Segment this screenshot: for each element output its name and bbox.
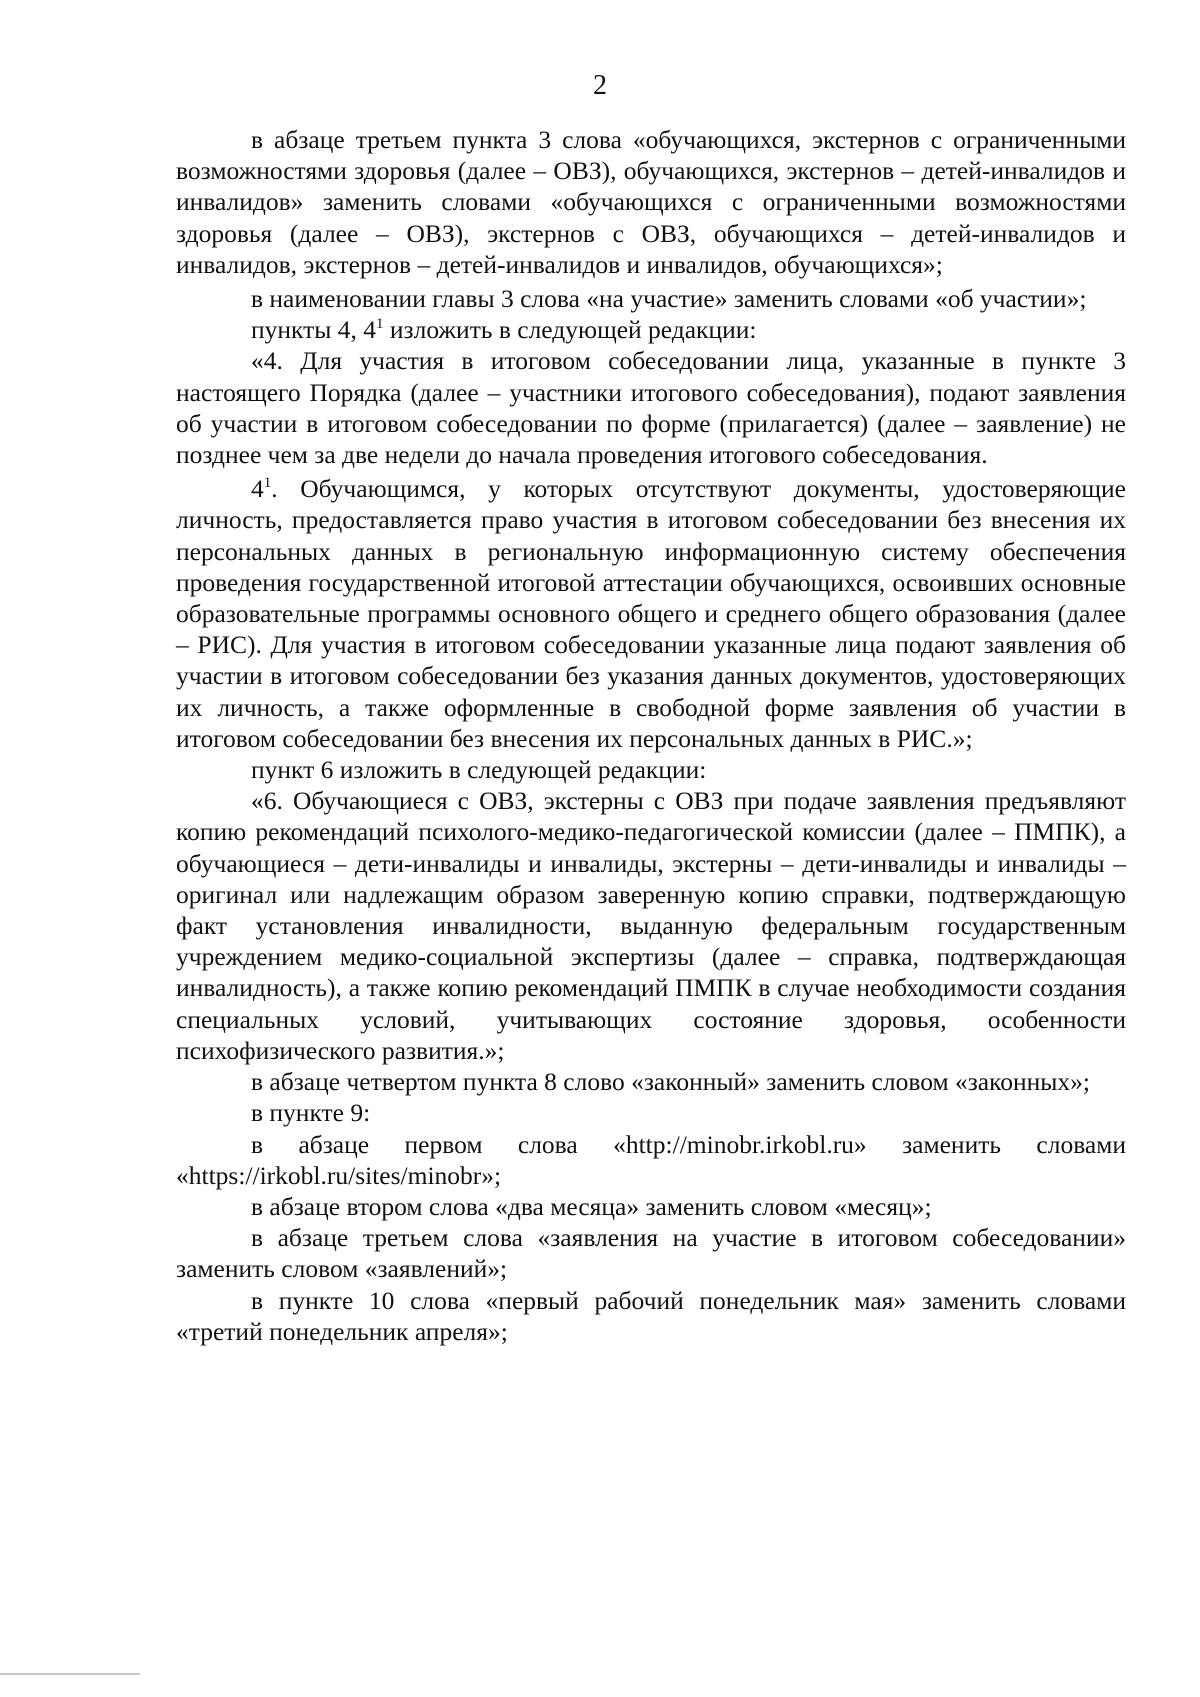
- paragraph-punkt-9-abzac-2: в абзаце втором слова «два месяца» заменить словом «месяц»;: [251, 1191, 932, 1221]
- paragraph-punkt-8: в абзаце четвертом пункта 8 слово «законный» заменить словом «законных»;: [251, 1067, 1090, 1097]
- paragraph-naimenovanie-glavy-3: в наименовании главы 3 слова «на участие» заменить словами «об участии»;: [251, 284, 1087, 314]
- text-run: . Обучающимся, у которых отсутствуют документы, удостоверяющие личность, предоставляется право участия в итоговом собеседовании без внесения их персональных данных в региональную информационную систему обеспечения проведения государственной итоговой аттестации обучающихся, освоивших основные образовательные программы основного общего и среднего общего образования (далее – РИС). Для участия в итоговом собеседовании указанные лица подают заявления об участии в итоговом собеседовании без указания данных документов, удостоверяющих их личность, а также оформленные в свободной форме заявления об участии в итоговом собеседовании без внесения их персональных данных в РИС.»;: [176, 474, 1126, 753]
- scan-artifact-line: [0, 1673, 140, 1675]
- text-run: изложить в следующей редакции:: [383, 315, 757, 345]
- paragraph-punkt-9-abzac-3: в абзаце третьем слова «заявления на участие в итоговом собеседовании» заменить словом «заявлений»;: [176, 1223, 1126, 1284]
- page-number: 2: [593, 70, 607, 101]
- superscript: 1: [263, 475, 272, 492]
- document-body: [176, 124, 1126, 1347]
- paragraph-punkt-4: «4. Для участия в итоговом собеседовании лица, указанные в пункте 3 настоящего Порядка (далее – участники итогового собеседования), подают заявления об участии в итоговом собеседовании по форме (прилагается) (далее – заявление) не позднее чем за две недели до начала проведения итогового собеседования.: [176, 346, 1126, 470]
- paragraph-punkt-9-abzac-1: в абзаце первом слова «http://minobr.irkobl.ru» заменить словами «https://irkobl.ru/sites/minobr»;: [176, 1129, 1126, 1190]
- text-run: пункты 4, 4: [251, 315, 376, 345]
- paragraph-abzac-tretiy-punkta-3: в абзаце третьем пункта 3 слова «обучающихся, экстернов с ограниченными возможностями здоровья (далее – ОВЗ), обучающихся, экстернов – детей-инвалидов и инвалидов» заменить словами «обучающихся с ограниченными возможностями здоровья (далее – ОВЗ), экстернов с ОВЗ, обучающихся – детей-инвалидов и инвалидов, экстернов – детей-инвалидов и инвалидов, обучающихся»;: [176, 125, 1126, 279]
- paragraph-punkt-4-1: [176, 473, 1126, 754]
- paragraph-punkty-4-4-1: [176, 314, 1126, 345]
- text-run: 4: [251, 474, 264, 504]
- paragraph-punkt-6: «6. Обучающиеся с ОВЗ, экстерны с ОВЗ при подаче заявления предъявляют копию рекомендаций психолого-медико-педагогической комиссии (далее – ПМПК), а обучающиеся – дети-инвалиды и инвалиды, экстерны – дети-инвалиды и инвалиды – оригинал или надлежащим образом заверенную копию справки, подтверждающую факт установления инвалидности, выданную федеральным государственным учреждением медико-социальной экспертизы (далее – справка, подтверждающая инвалидность), а также копию рекомендаций ПМПК в случае необходимости создания специальных условий, учитывающих состояние здоровья, особенности психофизического развития.»;: [176, 786, 1126, 1065]
- paragraph-punkt-6-intro: пункт 6 изложить в следующей редакции:: [251, 755, 707, 785]
- superscript: 1: [376, 316, 384, 333]
- paragraph-punkt-10: в пункте 10 слова «первый рабочий понедельник мая» заменить словами «третий понедельник апреля»;: [176, 1285, 1126, 1346]
- paragraph-punkt-9-intro: в пункте 9:: [251, 1098, 371, 1128]
